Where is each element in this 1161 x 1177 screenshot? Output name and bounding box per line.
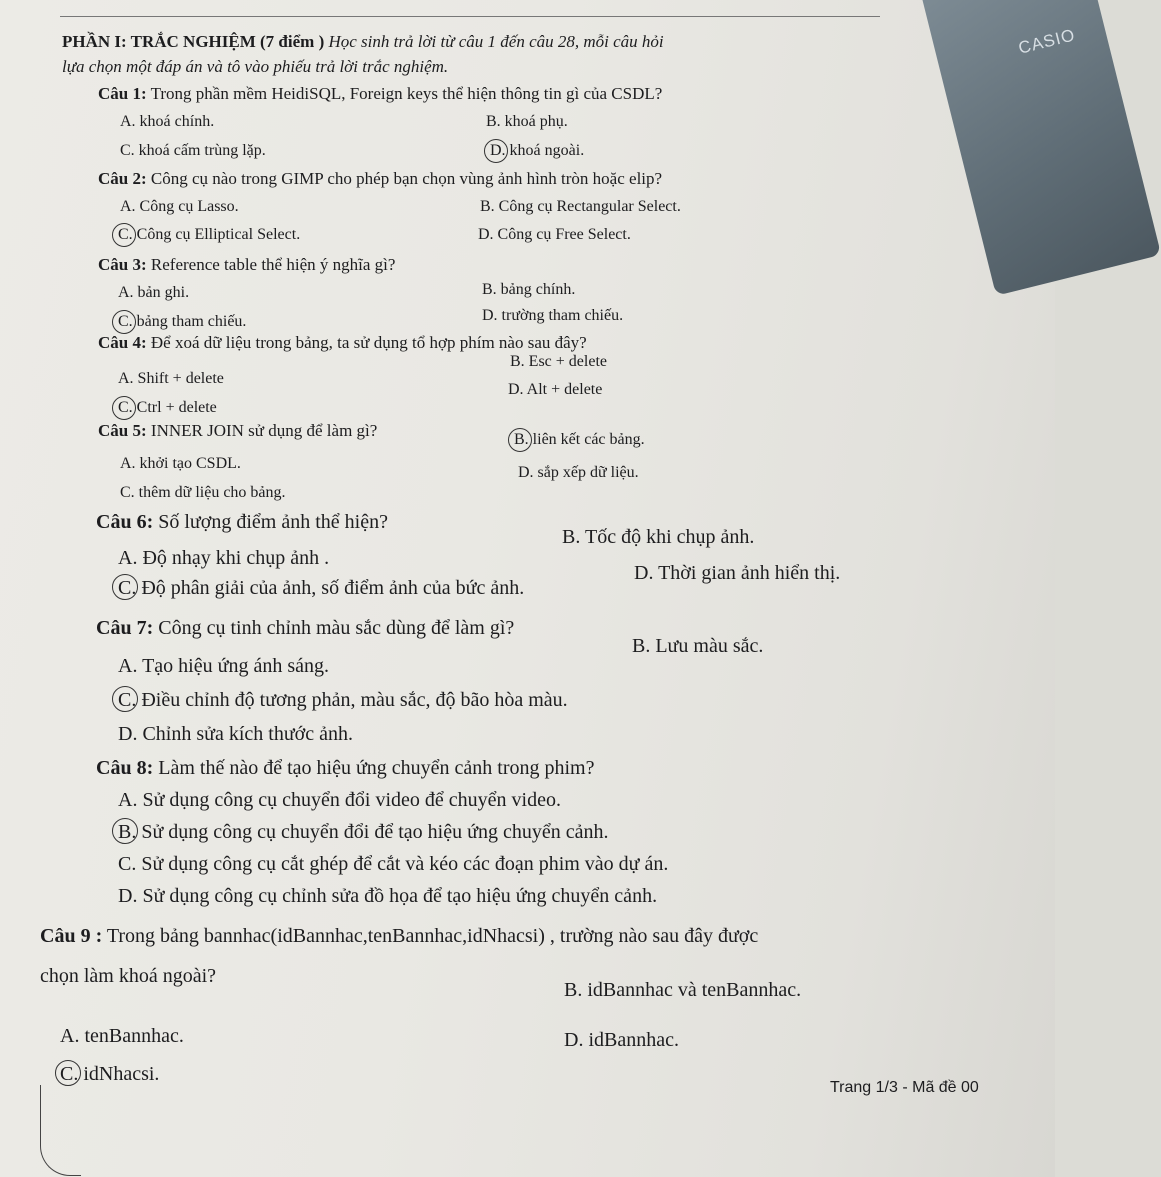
q5-option-b[interactable]: B. liên kết các bảng. — [514, 431, 645, 448]
question-label: Câu 4: — [98, 333, 147, 352]
q4-option-c[interactable]: C. Ctrl + delete — [118, 399, 217, 416]
question-text: Để xoá dữ liệu trong bảng, ta sử dụng tổ hợp phím nào sau đây? — [150, 333, 587, 352]
q8-option-b[interactable]: B. Sử dụng công cụ chuyển đổi để tạo hiệu ứng chuyển cảnh. — [118, 821, 609, 843]
answer-circle — [508, 428, 532, 452]
question-label: Câu 9 : — [40, 925, 103, 947]
q4-option-a[interactable]: A. Shift + delete — [118, 370, 224, 387]
answer-circle — [112, 818, 138, 844]
question-label: Câu 8: — [96, 757, 154, 779]
question-6 — [96, 512, 388, 532]
q5-option-d[interactable]: D. sắp xếp dữ liệu. — [518, 464, 639, 481]
q1-option-c[interactable]: C. khoá cấm trùng lặp. — [120, 142, 266, 159]
q2-option-a[interactable]: A. Công cụ Lasso. — [120, 198, 239, 215]
q4-option-d[interactable]: D. Alt + delete — [508, 381, 603, 398]
q6-option-a[interactable]: A. Độ nhạy khi chụp ảnh . — [118, 547, 330, 569]
question-4 — [98, 334, 587, 351]
q9-option-a[interactable]: A. tenBannhac. — [60, 1025, 184, 1047]
q8-option-c[interactable]: C. Sử dụng công cụ cắt ghép để cắt và kéo các đoạn phim vào dự án. — [118, 853, 669, 875]
q3-option-a[interactable]: A. bản ghi. — [118, 284, 190, 301]
question-1 — [98, 85, 662, 102]
question-2 — [98, 170, 662, 187]
answer-circle — [55, 1060, 81, 1086]
question-9-line-2: chọn làm khoá ngoài? — [40, 965, 217, 987]
question-text: Trong bảng bannhac(idBannhac,tenBannhac,idNhacsi) , trường nào sau đây được — [106, 925, 759, 947]
instruction-line-2: lựa chọn một đáp án và tô vào phiếu trả lời trắc nghiệm. — [62, 57, 449, 76]
question-7 — [96, 618, 514, 638]
question-label: Câu 3: — [98, 255, 147, 274]
question-label: Câu 7: — [96, 617, 154, 639]
question-3 — [98, 256, 395, 273]
q8-option-a[interactable]: A. Sử dụng công cụ chuyển đổi video để chuyển video. — [118, 789, 561, 811]
q4-option-b[interactable]: B. Esc + delete — [510, 353, 607, 370]
question-label: Câu 1: — [98, 84, 147, 103]
question-text: Làm thế nào để tạo hiệu ứng chuyển cảnh trong phim? — [158, 757, 595, 779]
q7-option-b[interactable]: B. Lưu màu sắc. — [632, 635, 764, 657]
question-text: Trong phần mềm HeidiSQL, Foreign keys thể hiện thông tin gì của CSDL? — [150, 84, 663, 103]
answer-circle — [112, 223, 136, 247]
pen-scribble — [40, 1085, 81, 1176]
answer-circle — [484, 139, 508, 163]
q8-option-d[interactable]: D. Sử dụng công cụ chỉnh sửa đồ họa để tạo hiệu ứng chuyển cảnh. — [118, 885, 658, 907]
q6-option-b[interactable]: B. Tốc độ khi chụp ảnh. — [562, 526, 755, 548]
question-text: Số lượng điểm ảnh thể hiện? — [158, 511, 388, 533]
q9-option-c[interactable]: C. idNhacsi. — [60, 1063, 160, 1085]
q2-option-d[interactable]: D. Công cụ Free Select. — [478, 226, 631, 243]
question-text: Reference table thể hiện ý nghĩa gì? — [150, 255, 396, 274]
q3-option-c[interactable]: C. bảng tham chiếu. — [118, 313, 247, 330]
question-5 — [98, 422, 377, 439]
question-label: Câu 2: — [98, 169, 147, 188]
question-text: Công cụ tinh chỉnh màu sắc dùng để làm gì? — [158, 617, 515, 639]
q7-option-c[interactable]: C. Điều chỉnh độ tương phản, màu sắc, độ bão hòa màu. — [118, 689, 568, 711]
q7-option-d[interactable]: D. Chỉnh sửa kích thước ảnh. — [118, 723, 353, 745]
q9-option-b[interactable]: B. idBannhac và tenBannhac. — [564, 979, 802, 1001]
answer-circle — [112, 686, 138, 712]
calculator-brand: CASIO — [1016, 25, 1078, 58]
top-rule — [60, 16, 880, 17]
q3-option-d[interactable]: D. trường tham chiếu. — [482, 307, 624, 324]
question-label: Câu 5: — [98, 421, 147, 440]
q1-option-d[interactable]: D. khoá ngoài. — [490, 142, 585, 159]
instruction-line-1: Học sinh trả lời từ câu 1 đến câu 28, mỗi câu hỏi — [328, 32, 664, 51]
answer-circle — [112, 574, 138, 600]
q2-option-b[interactable]: B. Công cụ Rectangular Select. — [480, 198, 681, 215]
answer-circle — [112, 310, 136, 334]
question-label: Câu 6: — [96, 511, 154, 533]
part-title: PHẦN I: TRẮC NGHIỆM (7 điểm ) — [62, 32, 325, 51]
question-text: Công cụ nào trong GIMP cho phép bạn chọn vùng ảnh hình tròn hoặc elip? — [150, 169, 663, 188]
q1-option-b[interactable]: B. khoá phụ. — [486, 113, 568, 130]
page-footer: Trang 1/3 - Mã đề 00 — [830, 1079, 979, 1096]
q5-option-c[interactable]: C. thêm dữ liệu cho bảng. — [120, 484, 286, 501]
question-9 — [40, 926, 758, 946]
q3-option-b[interactable]: B. bảng chính. — [482, 281, 576, 298]
q7-option-a[interactable]: A. Tạo hiệu ứng ánh sáng. — [118, 655, 329, 677]
answer-circle — [112, 396, 136, 420]
header-line-2 — [62, 58, 448, 75]
q6-option-c[interactable]: C. Độ phân giải của ảnh, số điểm ảnh của bức ảnh. — [118, 577, 525, 599]
question-8 — [96, 758, 595, 778]
question-text: INNER JOIN sử dụng để làm gì? — [150, 421, 378, 440]
q1-option-a[interactable]: A. khoá chính. — [120, 113, 215, 130]
q5-option-a[interactable]: A. khởi tạo CSDL. — [120, 455, 241, 472]
q2-option-c[interactable]: C. Công cụ Elliptical Select. — [118, 226, 301, 243]
q6-option-d[interactable]: D. Thời gian ảnh hiển thị. — [634, 562, 841, 584]
header-line-1 — [62, 33, 664, 50]
q9-option-d[interactable]: D. idBannhac. — [564, 1029, 679, 1051]
